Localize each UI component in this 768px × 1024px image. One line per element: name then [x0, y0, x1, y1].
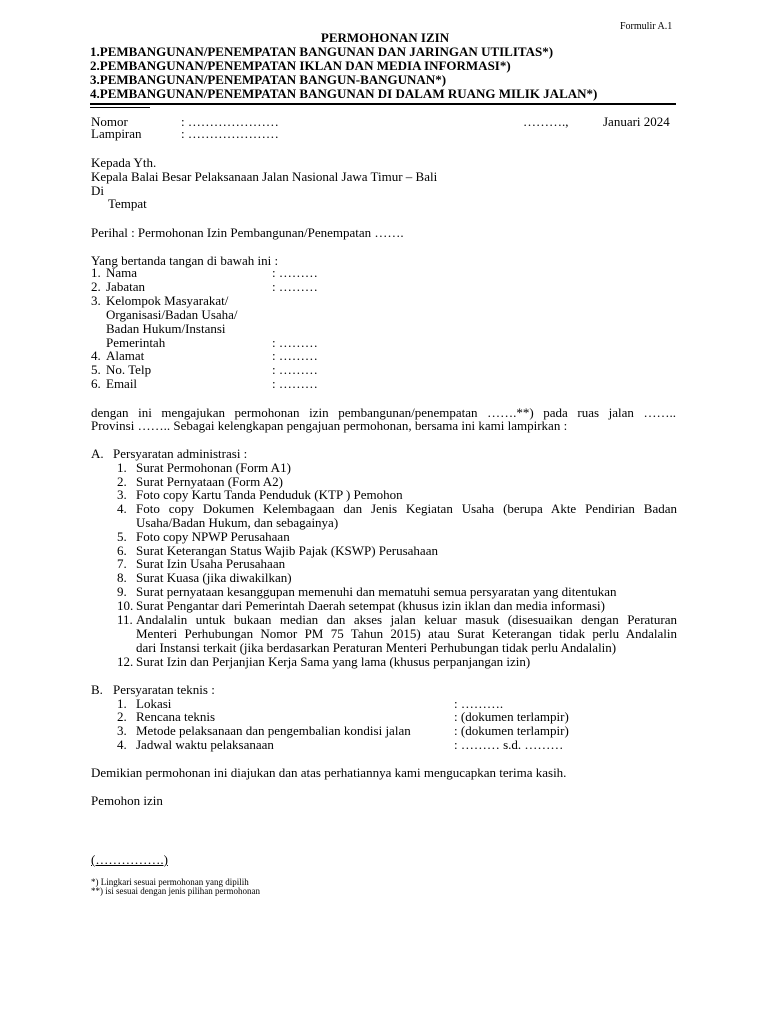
admin-item: Surat Izin Usaha Perusahaan [136, 556, 286, 571]
admin-item: Foto copy Kartu Tanda Penduduk (KTP ) Pemohon [136, 487, 403, 502]
admin-item: Foto copy Dokumen Kelembagaan dan Jenis Kegiatan Usaha (berupa Akte Pendirian Badan [136, 501, 677, 516]
field-number: 2. [91, 279, 101, 294]
tech-item-number: 2. [117, 709, 127, 724]
admin-item: Surat Pengantar dari Pemerintah Daerah setempat (khusus izin iklan dan media informasi) [136, 598, 605, 613]
field-label-telp: No. Telp [106, 362, 152, 377]
admin-item-cont: Usaha/Badan Hukum, dan sebagainya) [136, 515, 339, 530]
field-value-alamat: : ……… [272, 348, 318, 363]
form-code: Formulir A.1 [620, 21, 673, 32]
field-label-kelompok-cont: Pemerintah [106, 335, 166, 350]
admin-item: Foto copy NPWP Perusahaan [136, 529, 290, 544]
admin-item: Andalalin untuk bukaan median dan akses jalan keluar masuk (disesuaikan dengan Peraturan [136, 612, 677, 627]
admin-item-cont: Menteri Perhubungan Nomor PM 75 Tahun 2015) atau Surat Keterangan tidak perlu Andalalin [136, 626, 677, 641]
request-paragraph-line: dengan ini mengajukan permohonan izin pembangunan/penempatan …….**) pada ruas jalan …….. [91, 405, 676, 420]
admin-item-number: 12. [117, 654, 134, 669]
admin-item-number: 2. [117, 474, 127, 489]
header-divider [90, 103, 676, 105]
admin-item-number: 6. [117, 543, 127, 558]
admin-item-number: 7. [117, 556, 127, 571]
lampiran-value: : ………………… [181, 126, 279, 141]
footnote: *) Lingkari sesuai permohonan yang dipilih [91, 877, 249, 887]
recipient-name: Kepala Balai Besar Pelaksanaan Jalan Nasional Jawa Timur – Bali [91, 169, 438, 184]
section-a-title: Persyaratan administrasi : [113, 446, 248, 461]
field-number: 4. [91, 348, 101, 363]
title-line: 2.PEMBANGUNAN/PENEMPATAN IKLAN DAN MEDIA INFORMASI*) [90, 58, 511, 73]
title-block [90, 31, 680, 101]
request-paragraph-line: Provinsi …….. Sebagai kelengkapan pengajuan permohonan, bersama ini kami lampirkan : [91, 418, 568, 433]
recipient-tempat: Tempat [108, 196, 147, 211]
admin-item-number: 11. [117, 612, 133, 627]
field-number: 5. [91, 362, 101, 377]
signer-intro: Yang bertanda tangan di bawah ini : [91, 253, 279, 268]
field-label-nama: Nama [106, 265, 138, 280]
field-label-jabatan: Jabatan [106, 279, 145, 294]
field-value-email: : ……… [272, 376, 318, 391]
letter-date: Januari 2024 [603, 114, 670, 129]
admin-item-cont: dari Instansi terkait (jika berdasarkan Peraturan Menteri Perhubungan tidak perlu Andalalin) [136, 640, 617, 655]
field-value-nama: : ……… [272, 265, 318, 280]
field-number: 6. [91, 376, 101, 391]
admin-item: Surat Kuasa (jika diwakilkan) [136, 570, 292, 585]
title-line: 3.PEMBANGUNAN/PENEMPATAN BANGUN-BANGUNAN*) [90, 72, 447, 87]
lampiran-label: Lampiran [91, 126, 142, 141]
admin-item: Surat Permohonan (Form A1) [136, 460, 291, 475]
section-a-letter: A. [91, 446, 104, 461]
nomor-value: : ………………… [181, 114, 279, 129]
footnote: **) isi sesuai dengan jenis pilihan permohonan [91, 886, 260, 896]
document-title: PERMOHONAN IZIN [320, 30, 450, 45]
admin-item-number: 5. [117, 529, 127, 544]
field-label-kelompok-cont: Organisasi/Badan Usaha/ [106, 307, 238, 322]
tech-item-value: : (dokumen terlampir) [454, 723, 569, 738]
field-number: 3. [91, 293, 101, 308]
tech-item-value: : ……… s.d. ……… [454, 737, 564, 752]
field-label-alamat: Alamat [106, 348, 145, 363]
nomor-label: Nomor [91, 114, 128, 129]
recipient-di: Di [91, 183, 104, 198]
admin-item-number: 1. [117, 460, 127, 475]
admin-item-number: 9. [117, 584, 127, 599]
applicant-label: Pemohon izin [91, 793, 163, 808]
admin-item-number: 10. [117, 598, 134, 613]
admin-item-number: 3. [117, 487, 127, 502]
title-line: 1.PEMBANGUNAN/PENEMPATAN BANGUNAN DAN JARINGAN UTILITAS*) [90, 44, 554, 59]
tech-item-number: 3. [117, 723, 127, 738]
field-value-telp: : ……… [272, 362, 318, 377]
field-value-kelompok: : ……… [272, 335, 318, 350]
tech-item-label: Metode pelaksanaan dan pengembalian kondisi jalan [136, 723, 411, 738]
field-label-kelompok: Kelompok Masyarakat/ [106, 293, 229, 308]
field-number: 1. [91, 265, 101, 280]
tech-item-number: 1. [117, 696, 127, 711]
section-b-title: Persyaratan teknis : [113, 682, 215, 697]
admin-item-number: 4. [117, 501, 127, 516]
tech-item-label: Lokasi [136, 696, 172, 711]
closing-statement: Demikian permohonan ini diajukan dan atas perhatiannya kami mengucapkan terima kasih. [91, 765, 567, 780]
tech-item-label: Rencana teknis [136, 709, 216, 724]
recipient-salutation: Kepada Yth. [91, 155, 157, 170]
tech-item-value: : ………. [454, 696, 504, 711]
tech-item-label: Jadwal waktu pelaksanaan [136, 737, 274, 752]
admin-item: Surat Pernyataan (Form A2) [136, 474, 283, 489]
field-label-kelompok-cont: Badan Hukum/Instansi [106, 321, 226, 336]
signature-placeholder: (…………….) [91, 852, 168, 867]
admin-item: Surat pernyataan kesanggupan memenuhi dan mematuhi semua persyaratan yang ditentukan [136, 584, 617, 599]
header-divider-short [90, 107, 150, 108]
admin-item-number: 8. [117, 570, 127, 585]
admin-item: Surat Keterangan Status Wajib Pajak (KSWP) Perusahaan [136, 543, 438, 558]
tech-item-value: : (dokumen terlampir) [454, 709, 569, 724]
title-line: 4.PEMBANGUNAN/PENEMPATAN BANGUNAN DI DALAM RUANG MILIK JALAN*) [90, 86, 598, 101]
admin-item: Surat Izin dan Perjanjian Kerja Sama yang lama (khusus perpanjangan izin) [136, 654, 531, 669]
field-label-email: Email [106, 376, 138, 391]
place-placeholder: ………., [523, 114, 569, 129]
field-value-jabatan: : ……… [272, 279, 318, 294]
subject-line: Perihal : Permohonan Izin Pembangunan/Penempatan ……. [91, 225, 404, 240]
tech-item-number: 4. [117, 737, 127, 752]
section-b-letter: B. [91, 682, 103, 697]
